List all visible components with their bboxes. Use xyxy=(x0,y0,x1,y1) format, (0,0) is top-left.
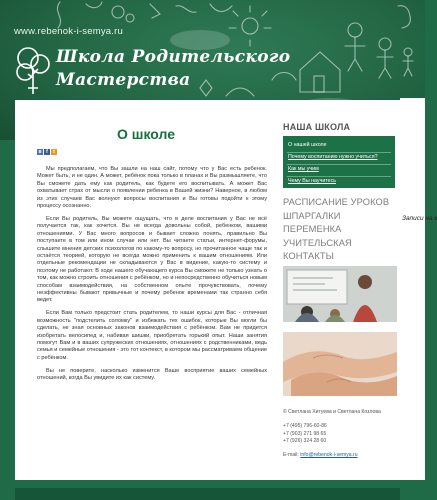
article-body xyxy=(37,166,267,388)
facebook-icon[interactable]: f xyxy=(44,149,50,155)
site-url[interactable]: www.rebenok-i-semya.ru xyxy=(14,26,123,37)
sidebar xyxy=(277,100,400,480)
spacer xyxy=(283,416,399,423)
submenu-item-about[interactable]: О нашей школе xyxy=(288,142,327,148)
submenu-item-what-you-learn[interactable]: Чему Вы научитесь xyxy=(288,178,337,184)
nav-item-teachers-room[interactable]: УЧИТЕЛЬСКАЯ xyxy=(283,237,352,248)
twitter-icon[interactable]: t xyxy=(51,149,57,155)
side-note-text: Записи на к xyxy=(402,215,437,222)
nav-item-break[interactable]: ПЕРЕМЕНКА xyxy=(283,224,342,234)
article-paragraph: Вы не поверите, насколько изменится Ваше восприятие ваших семейных отношений, когда Вы увидите их как систему. xyxy=(37,367,267,382)
hands-illustration xyxy=(283,332,397,396)
submenu-divider xyxy=(287,164,391,165)
email-link[interactable]: info@rebenok-i-semya.ru xyxy=(300,452,358,459)
sidebar-nav xyxy=(283,196,398,264)
classroom-illustration xyxy=(283,266,397,322)
footer-bar xyxy=(15,488,400,500)
phone-2: +7 (903) 271 98 65 xyxy=(283,430,327,437)
submenu-divider xyxy=(287,152,391,153)
school-submenu xyxy=(283,136,395,188)
email-label: E-mail: xyxy=(283,452,299,459)
nav-item-schedule[interactable]: РАСПИСАНИЕ УРОКОВ xyxy=(283,197,390,207)
share-buttons xyxy=(37,149,57,155)
article-paragraph: Мы предполагаем, что Вы зашли на наш сайт, потому что у Вас есть ребенок. Может быть, и не один. А может, ребёнок пока только в планах и Вы размышляете, что Вы сможете дать ему как родитель, как будете его воспитывать. А может Вас охватывает страх от мысли о появлении ребенка в Вашей жизни? Наверное, в любом из этих случаев Вас волнуют вопросы воспитания и Вы готовы подойти к этому процессу осознанно. xyxy=(37,166,267,210)
email-row xyxy=(283,452,399,459)
phone-3: +7 (926) 324 28 60 xyxy=(283,437,327,444)
main-content-panel xyxy=(15,100,277,480)
submenu-item-why-learn[interactable]: Почему воспитанию нужно учиться? xyxy=(288,154,378,160)
logo-line-1: Школа Родительского xyxy=(56,47,291,67)
nav-item-cheatsheets[interactable]: ШПАРГАЛКИ xyxy=(283,210,341,221)
page-title: О школе xyxy=(117,126,175,142)
classroom-photo xyxy=(283,266,397,322)
outer-side-strip xyxy=(400,98,437,500)
article-paragraph: Если Вы родитель, Вы можете ощущать, что в деле воспитания у Вас не всё получается так, как хочется. Вы не всегда довольны собой, ребенком, вашими отношениями. У Вас много вопросов и бывает сложно понять, правильно Вы поступаете в том или ином случае или нет. Вы читаете статьи, интернет-форумы, слышите мнения детских психологов по какому-то вопросу, но прочитанное чаще так и остаётся теорией, которую не всегда можно применить к вашим отношениям. Или отдельные рекомендации не складываются у Вас в видение, какую-то систему и поэтому не работают. В ходе нашего обучающего курса Вы сможете не только узнать о том, как можно строить отношения с ребёнком, но и непосредственно обучиться новым способам взаимодействия, на собственном опыте прочувствовать, почему неэффективны бывают привычные и почему ребенок временами так странно себя ведет. xyxy=(37,215,267,304)
tree-logo-icon[interactable] xyxy=(14,44,52,96)
hands-photo xyxy=(283,332,397,396)
vk-icon[interactable]: в xyxy=(38,149,42,155)
article-paragraph: Если Вам только предстоит стать родителем, то наши курсы для Вас - отличная возможность "подстелить соломку" и избежать тех ошибок, которые Вы могли бы сделать, не зная основных законов взаимодействия с ребёнком. Вам не придется изобретать велосипед и, набивая шишки, приобретать горький опыт. Наши занятия помогут Вам и в ваших супружеских отношениях, отношениях с родственниками, ведь семья и семейные отношения - это тот контекст, в котором мы рассматриваем общение с ребёнком. xyxy=(37,310,267,361)
phone-1: +7 (495) 796-60-86 xyxy=(283,423,327,430)
copyright-text: © Светлана Хитуева и Светлана Козлова xyxy=(283,409,381,415)
spacer xyxy=(283,445,399,452)
submenu-item-how-we-teach[interactable]: Как мы учим xyxy=(288,166,319,172)
submenu-divider xyxy=(287,176,391,177)
contact-info xyxy=(283,409,399,459)
sidebar-heading: НАША ШКОЛА xyxy=(283,122,351,132)
logo-line-2: Мастерства xyxy=(56,70,191,90)
nav-item-contacts[interactable]: КОНТАКТЫ xyxy=(283,251,334,261)
school-logo-title[interactable] xyxy=(56,46,290,92)
